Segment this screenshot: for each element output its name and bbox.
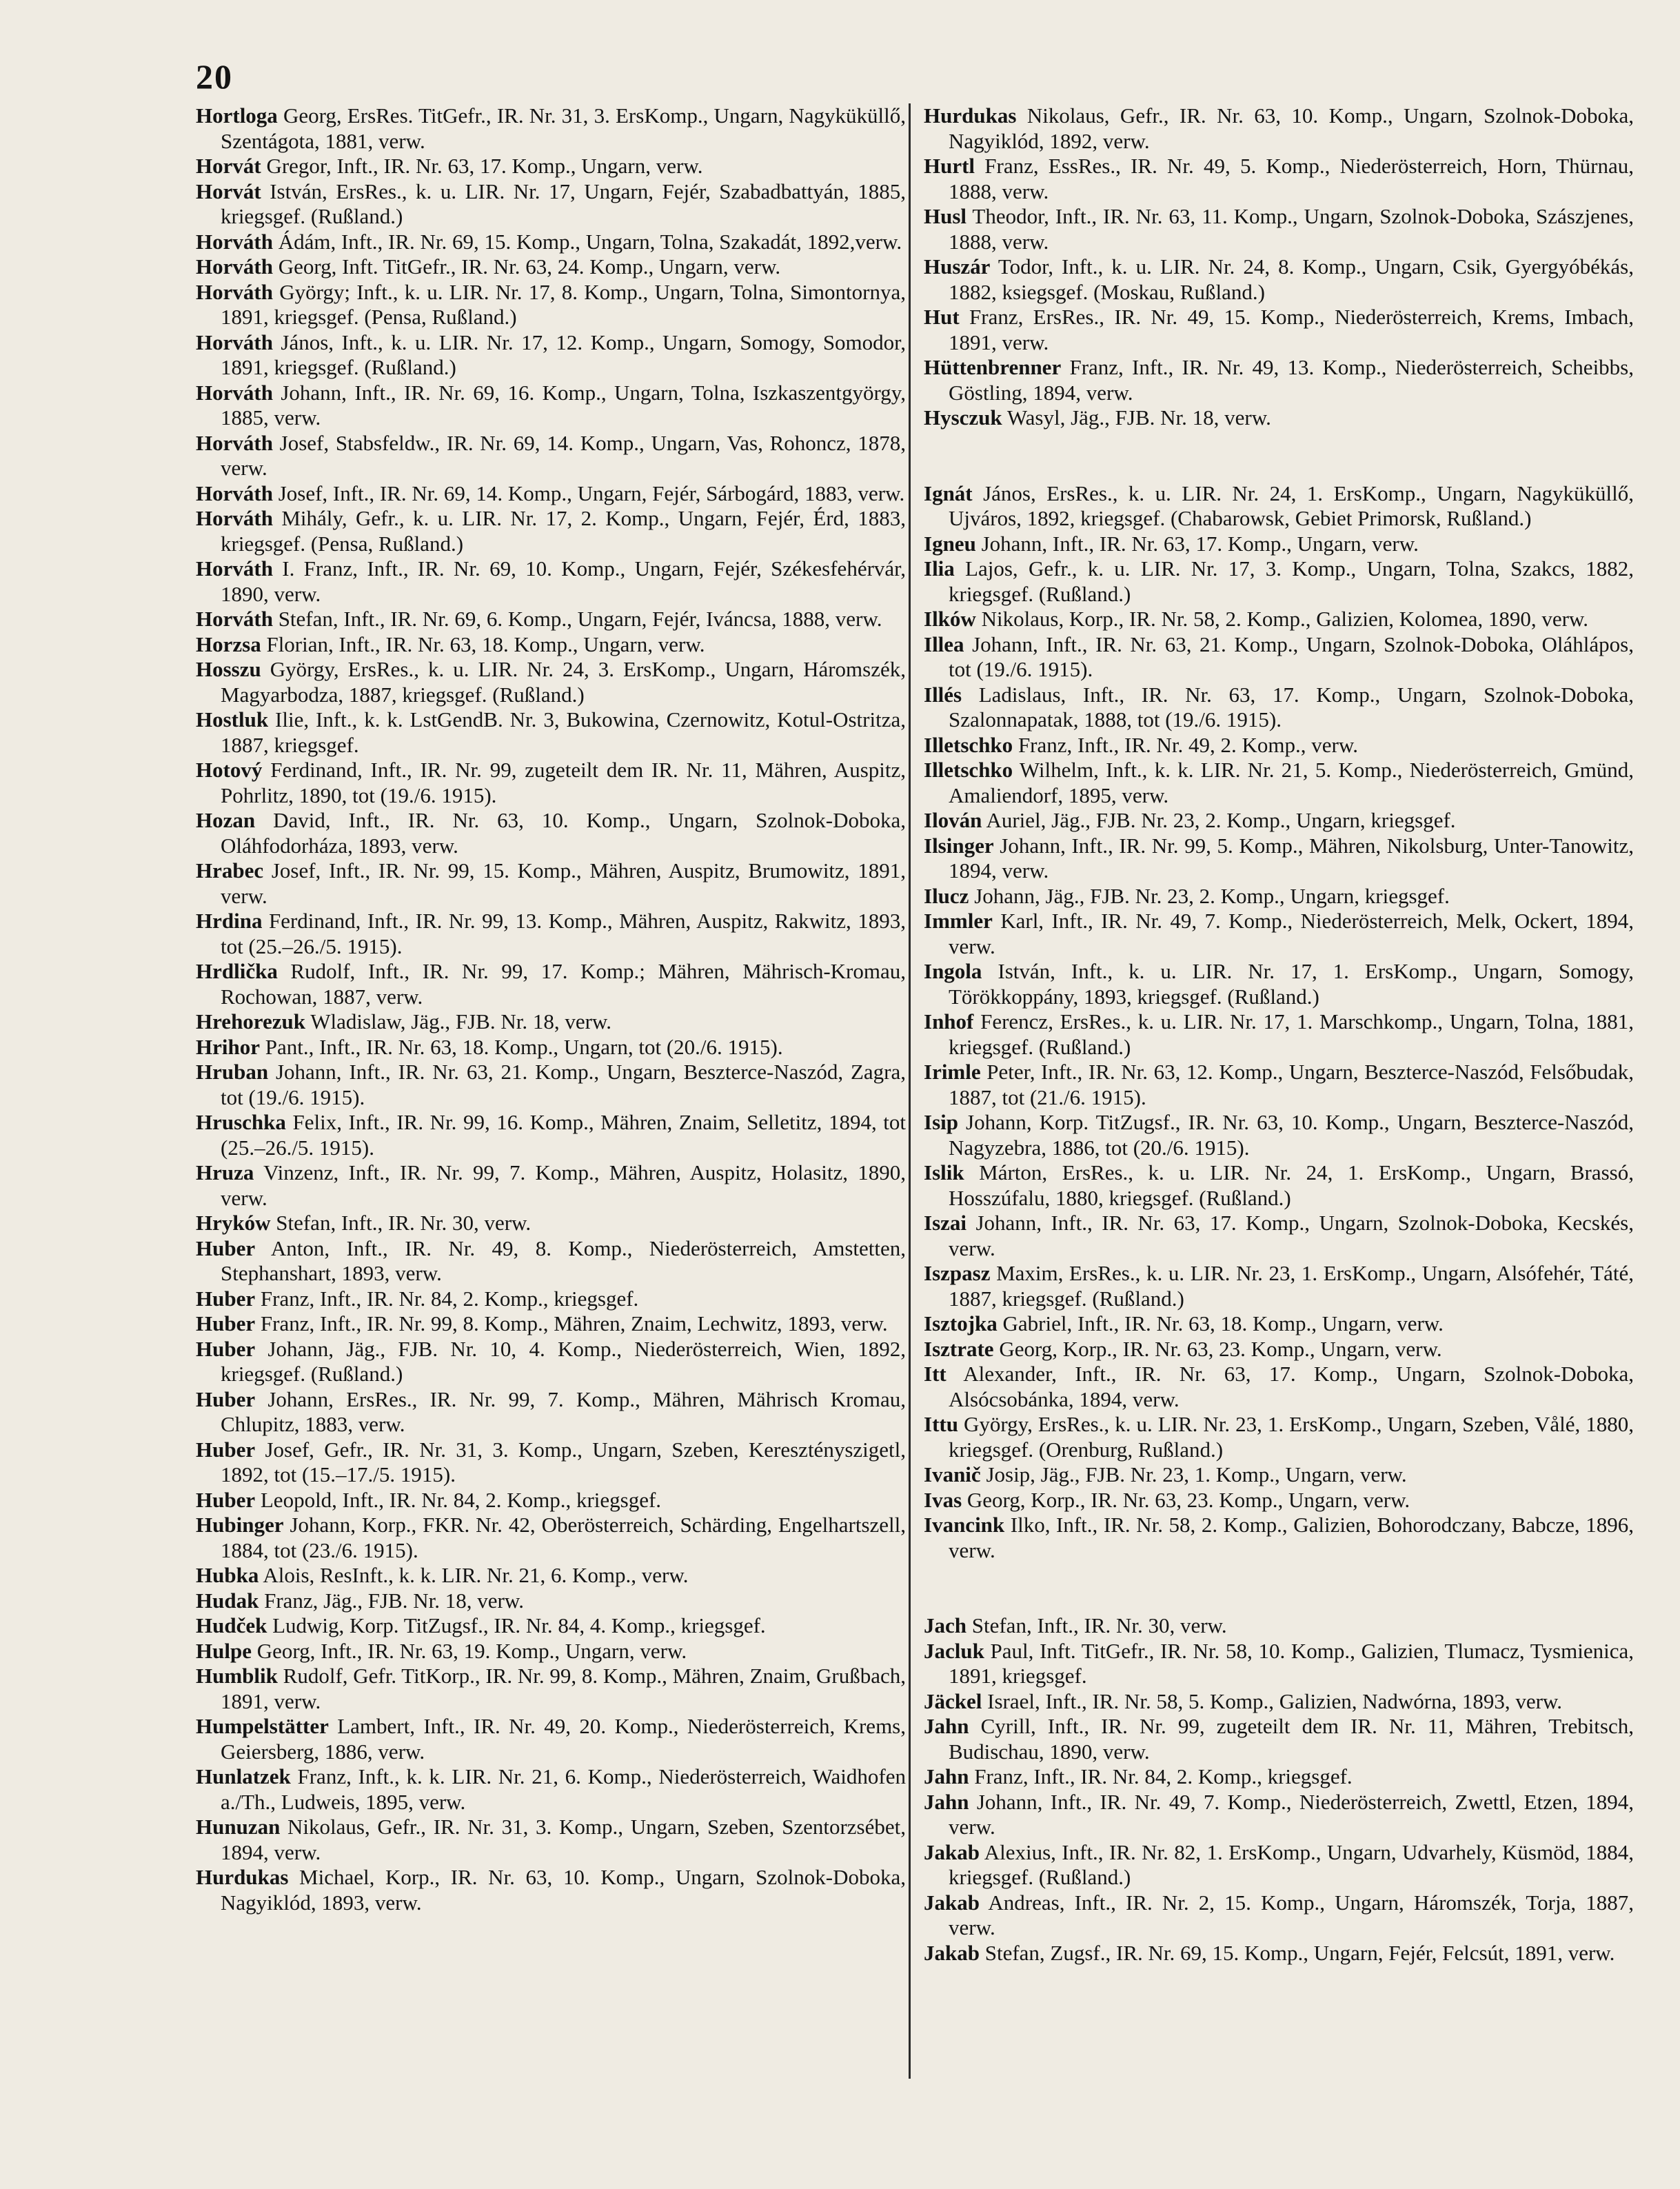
entry-details: Ádám, Inft., IR. Nr. 69, 15. Komp., Ungarn, Tolna, Szakadát, 1892,verw. <box>272 229 902 254</box>
register-entry <box>924 1211 1634 1261</box>
left-column <box>196 103 906 1915</box>
entry-details: Franz, Inft., IR. Nr. 49, 2. Komp., verw. <box>1013 732 1358 757</box>
entry-surname: Illea <box>924 632 964 656</box>
page-number: 20 <box>196 57 233 96</box>
section-gap <box>924 1563 1634 1613</box>
entry-details: Pant., Inft., IR. Nr. 63, 18. Komp., Ungarn, tot (20./6. 1915). <box>260 1034 783 1059</box>
entry-details: Lajos, Gefr., k. u. LIR. Nr. 17, 3. Komp., Ungarn, Tolna, Szakcs, 1882, kriegsgef. (Rußland.) <box>949 556 1634 606</box>
entry-details: Ludwig, Korp. TitZugsf., IR. Nr. 84, 4. Komp., kriegsgef. <box>267 1613 766 1637</box>
entry-surname: Horváth <box>196 380 273 405</box>
entry-details: Peter, Inft., IR. Nr. 63, 12. Komp., Ungarn, Beszterce-Naszód, Felsőbudak, 1887, tot (21./6. 1915). <box>949 1060 1634 1109</box>
entry-surname: Hryków <box>196 1211 271 1235</box>
entry-details: Johann, Inft., IR. Nr. 63, 17. Komp., Ungarn, verw. <box>975 531 1419 556</box>
register-entry <box>196 1865 906 1915</box>
entry-surname: Husl <box>924 204 967 228</box>
entry-surname: Isip <box>924 1110 958 1134</box>
register-entry <box>196 707 906 758</box>
entry-details: Johann, Inft., IR. Nr. 63, 21. Komp., Ungarn, Szolnok-Doboka, Oláhlápos, tot (19./6. 1915). <box>949 632 1634 681</box>
entry-details: Rudolf, Inft., IR. Nr. 99, 17. Komp.; Mähren, Mährisch-Kromau, Rochowan, 1887, verw. <box>221 959 906 1009</box>
entry-details: Ferencz, ErsRes., k. u. LIR. Nr. 17, 1. Marschkomp., Ungarn, Tolna, 1881, kriegsgef. (Rußland.) <box>949 1009 1634 1059</box>
entry-surname: Hrihor <box>196 1034 260 1059</box>
register-entry <box>196 1563 906 1588</box>
entry-surname: Horváth <box>196 607 273 631</box>
entry-details: Vinzenz, Inft., IR. Nr. 99, 7. Komp., Mähren, Auspitz, Holasitz, 1890, verw. <box>221 1160 906 1210</box>
entry-surname: Itt <box>924 1362 947 1386</box>
register-entry <box>924 103 1634 154</box>
entry-surname: Humpelstätter <box>196 1714 329 1738</box>
register-entry <box>196 1387 906 1438</box>
entry-surname: Iszpasz <box>924 1261 991 1285</box>
entry-details: Josip, Jäg., FJB. Nr. 23, 1. Komp., Ungarn, verw. <box>980 1462 1407 1486</box>
register-entry <box>196 1337 906 1387</box>
register-entry <box>924 959 1634 1009</box>
entry-surname: Huber <box>196 1386 256 1411</box>
entry-surname: Hrehorezuk <box>196 1009 306 1033</box>
register-entry <box>924 481 1634 532</box>
entry-surname: Hurdukas <box>924 103 1017 128</box>
entry-surname: Huber <box>196 1437 256 1462</box>
entry-surname: Jakab <box>924 1940 980 1965</box>
register-entry <box>924 632 1634 683</box>
entry-details: György; Inft., k. u. LIR. Nr. 17, 8. Komp., Ungarn, Tolna, Simontornya, 1891, kriegsgef. (Pensa, Rußland.) <box>221 279 906 329</box>
entry-surname: Hruschka <box>196 1110 286 1134</box>
entry-details: Johann, Inft., IR. Nr. 99, 5. Komp., Mähren, Nikolsburg, Unter-Tanowitz, 1894, verw. <box>949 833 1634 882</box>
entry-details: Nikolaus, Gefr., IR. Nr. 63, 10. Komp., Ungarn, Szolnok-Doboka, Nagyiklód, 1892, verw. <box>949 103 1634 153</box>
entry-details: Georg, Korp., IR. Nr. 63, 23. Komp., Ungarn, verw. <box>993 1336 1442 1361</box>
entry-details: Andreas, Inft., IR. Nr. 2, 15. Komp., Ungarn, Háromszék, Torja, 1887, verw. <box>949 1890 1634 1939</box>
register-entry <box>196 1588 906 1614</box>
entry-surname: Islik <box>924 1160 964 1184</box>
entry-details: Stefan, Inft., IR. Nr. 30, verw. <box>966 1613 1227 1637</box>
entry-surname: Iszai <box>924 1211 966 1235</box>
register-entry <box>924 1840 1634 1890</box>
entry-details: Franz, Inft., IR. Nr. 84, 2. Komp., kriegsgef. <box>969 1764 1353 1788</box>
register-entry <box>924 1060 1634 1110</box>
entry-details: Johann, Inft., IR. Nr. 49, 7. Komp., Niederösterreich, Zwettl, Etzen, 1894, verw. <box>949 1789 1634 1839</box>
entry-details: Franz, Inft., IR. Nr. 84, 2. Komp., kriegsgef. <box>255 1286 639 1311</box>
register-entry <box>196 1009 906 1035</box>
register-entry <box>924 834 1634 884</box>
register-entry <box>196 330 906 381</box>
entry-surname: Horváth <box>196 229 273 254</box>
register-entry <box>196 179 906 230</box>
register-entry <box>196 808 906 858</box>
entry-surname: Ivanič <box>924 1462 981 1486</box>
register-entry <box>924 808 1634 834</box>
entry-details: Georg, Inft. TitGefr., IR. Nr. 63, 24. Komp., Ungarn, verw. <box>272 254 781 279</box>
register-entry <box>196 556 906 607</box>
entry-surname: Ittu <box>924 1412 958 1436</box>
entry-surname: Hunuzan <box>196 1815 281 1839</box>
entry-details: Johann, Jäg., FJB. Nr. 23, 2. Komp., Ungarn, kriegsgef. <box>969 883 1450 908</box>
entry-surname: Ivas <box>924 1487 962 1512</box>
entry-surname: Horzsa <box>196 632 261 656</box>
register-entry <box>924 254 1634 305</box>
entry-details: Alois, ResInft., k. k. LIR. Nr. 21, 6. Komp., verw. <box>259 1563 689 1587</box>
entry-details: Josef, Inft., IR. Nr. 69, 14. Komp., Ungarn, Fejér, Sárbogárd, 1883, verw. <box>272 481 905 505</box>
entry-details: Ferdinand, Inft., IR. Nr. 99, zugeteilt dem IR. Nr. 11, Mähren, Auspitz, Pohrlitz, 1890, tot (19./6. 1915). <box>221 758 906 807</box>
entry-details: Wladislaw, Jäg., FJB. Nr. 18, verw. <box>305 1009 612 1033</box>
register-entry <box>196 381 906 431</box>
register-entry <box>924 1110 1634 1160</box>
entry-surname: Jacluk <box>924 1638 984 1663</box>
entry-details: Michael, Korp., IR. Nr. 63, 10. Komp., Ungarn, Szolnok-Doboka, Nagyiklód, 1893, verw. <box>221 1865 906 1915</box>
entry-surname: Hulpe <box>196 1638 252 1663</box>
entry-details: Florian, Inft., IR. Nr. 63, 18. Komp., Ungarn, verw. <box>261 632 705 656</box>
register-entry <box>924 909 1634 959</box>
entry-surname: Hudček <box>196 1613 267 1637</box>
register-entry <box>196 1060 906 1110</box>
register-entry <box>924 1513 1634 1563</box>
entry-details: Gabriel, Inft., IR. Nr. 63, 18. Komp., Ungarn, verw. <box>997 1311 1444 1335</box>
register-entry <box>196 506 906 556</box>
entry-details: Franz, Jäg., FJB. Nr. 18, verw. <box>259 1588 524 1613</box>
entry-details: Leopold, Inft., IR. Nr. 84, 2. Komp., kriegsgef. <box>255 1487 662 1512</box>
entry-details: Felix, Inft., IR. Nr. 99, 16. Komp., Mähren, Znaim, Selletitz, 1894, tot (25.–26./5. 1915). <box>221 1110 906 1160</box>
entry-surname: Hozan <box>196 808 256 832</box>
entry-surname: Hrabec <box>196 858 264 882</box>
register-entry <box>924 1160 1634 1211</box>
entry-details: Johann, Inft., IR. Nr. 63, 17. Komp., Ungarn, Szolnok-Doboka, Kecskés, verw. <box>949 1211 1634 1260</box>
entry-surname: Ilków <box>924 607 976 631</box>
register-entry <box>196 959 906 1009</box>
entry-surname: Ilsinger <box>924 833 994 858</box>
entry-surname: Hudak <box>196 1588 259 1613</box>
entry-details: Georg, Inft., IR. Nr. 63, 19. Komp., Ungarn, verw. <box>251 1638 687 1663</box>
entry-surname: Jahn <box>924 1789 969 1814</box>
register-entry <box>196 1211 906 1236</box>
register-entry <box>196 230 906 255</box>
entry-details: János, Inft., k. u. LIR. Nr. 17, 12. Komp., Ungarn, Somogy, Somodor, 1891, kriegsgef. (Rußland.) <box>221 330 906 379</box>
entry-details: David, Inft., IR. Nr. 63, 10. Komp., Ungarn, Szolnok-Doboka, Oláhfodorháza, 1893, verw. <box>221 808 906 858</box>
entry-details: Ferdinand, Inft., IR. Nr. 99, 13. Komp., Mähren, Auspitz, Rakwitz, 1893, tot (25.–26./5. 1915). <box>221 909 906 958</box>
register-entry <box>196 909 906 959</box>
register-entry <box>924 1639 1634 1689</box>
register-entry <box>924 1261 1634 1311</box>
entry-details: Georg, ErsRes. TitGefr., IR. Nr. 31, 3. ErsKomp., Ungarn, Nagyküküllő, Szentágota, 1881, verw. <box>221 103 906 153</box>
entry-surname: Huber <box>196 1336 256 1361</box>
entry-details: Rudolf, Gefr. TitKorp., IR. Nr. 99, 8. Komp., Mähren, Znaim, Grußbach, 1891, verw. <box>221 1664 906 1713</box>
entry-surname: Hruban <box>196 1060 269 1084</box>
entry-surname: Horváth <box>196 330 273 354</box>
section-gap <box>924 431 1634 481</box>
entry-details: Johann, Korp., FKR. Nr. 42, Oberösterreich, Schärding, Engelhartszell, 1884, tot (23./6. 1915). <box>221 1513 906 1562</box>
register-entry <box>196 1714 906 1764</box>
entry-details: Stefan, Inft., IR. Nr. 30, verw. <box>270 1211 532 1235</box>
register-entry <box>196 154 906 179</box>
entry-details: Josef, Stabsfeldw., IR. Nr. 69, 14. Komp., Ungarn, Vas, Rohoncz, 1878, verw. <box>221 430 906 480</box>
register-entry <box>924 305 1634 355</box>
register-entry <box>196 1613 906 1639</box>
register-entry <box>924 405 1634 431</box>
register-entry <box>924 1890 1634 1941</box>
register-entry <box>924 1462 1634 1488</box>
entry-details: Johann, Inft., IR. Nr. 63, 21. Komp., Ungarn, Beszterce-Naszód, Zagra, tot (19./6. 1915). <box>221 1060 906 1109</box>
entry-surname: Hostluk <box>196 707 269 732</box>
entry-details: Stefan, Zugsf., IR. Nr. 69, 15. Komp., Ungarn, Fejér, Felcsút, 1891, verw. <box>979 1940 1615 1965</box>
register-entry <box>196 1513 906 1563</box>
entry-surname: Illés <box>924 682 962 707</box>
entry-details: Nikolaus, Gefr., IR. Nr. 31, 3. Komp., Ungarn, Szeben, Szentorzsébet, 1894, verw. <box>221 1815 906 1864</box>
register-entry <box>196 858 906 909</box>
entry-details: István, ErsRes., k. u. LIR. Nr. 17, Ungarn, Fejér, Szabadbattyán, 1885, kriegsgef. (Rußland.) <box>221 179 906 228</box>
entry-surname: Igneu <box>924 531 976 556</box>
register-entry <box>924 1714 1634 1764</box>
register-entry <box>196 1488 906 1513</box>
register-entry <box>196 1110 906 1160</box>
entry-details: Auriel, Jäg., FJB. Nr. 23, 2. Komp., Ungarn, kriegsgef. <box>982 808 1456 832</box>
entry-surname: Jakab <box>924 1839 980 1864</box>
entry-details: Alexander, Inft., IR. Nr. 63, 17. Komp., Ungarn, Szolnok-Doboka, Alsócsobánka, 1894, verw. <box>946 1362 1634 1411</box>
entry-details: György, ErsRes., k. u. LIR. Nr. 24, 3. ErsKomp., Ungarn, Háromszék, Magyarbodza, 1887, kriegsgef. (Rußland.) <box>221 657 906 707</box>
register-entry <box>924 355 1634 405</box>
entry-surname: Immler <box>924 909 993 933</box>
entry-surname: Irimle <box>924 1060 981 1084</box>
register-entry <box>924 154 1634 204</box>
entry-details: Ilko, Inft., IR. Nr. 58, 2. Komp., Galizien, Bohorodczany, Babcze, 1896, verw. <box>949 1513 1634 1562</box>
entry-details: Alexius, Inft., IR. Nr. 82, 1. ErsKomp., Ungarn, Udvarhely, Küsmöd, 1884, kriegsgef. (Rußland.) <box>949 1839 1634 1889</box>
entry-surname: Horváth <box>196 279 273 304</box>
entry-details: Georg, Korp., IR. Nr. 63, 23. Komp., Ungarn, verw. <box>962 1487 1410 1512</box>
entry-surname: Hysczuk <box>924 405 1002 430</box>
register-entry <box>924 556 1634 607</box>
register-entry <box>924 758 1634 808</box>
entry-surname: Ilucz <box>924 883 969 908</box>
register-entry <box>924 1337 1634 1362</box>
entry-surname: Jach <box>924 1613 966 1637</box>
entry-surname: Ignát <box>924 481 973 505</box>
entry-surname: Hunlatzek <box>196 1764 291 1788</box>
entry-details: Cyrill, Inft., IR. Nr. 99, zugeteilt dem IR. Nr. 11, Mähren, Trebitsch, Budischau, 1890, verw. <box>949 1714 1634 1764</box>
register-entry <box>924 1790 1634 1840</box>
register-entry <box>196 632 906 658</box>
entry-details: Karl, Inft., IR. Nr. 49, 7. Komp., Niederösterreich, Melk, Ockert, 1894, verw. <box>949 909 1634 958</box>
register-entry <box>924 1412 1634 1462</box>
entry-details: Josef, Gefr., IR. Nr. 31, 3. Komp., Ungarn, Szeben, Keresztényszigetl, 1892, tot (15.–17./5. 1915). <box>221 1437 906 1486</box>
entry-surname: Jahn <box>924 1714 969 1738</box>
entry-surname: Hüttenbrenner <box>924 355 1062 379</box>
entry-surname: Horváth <box>196 430 273 455</box>
register-entry <box>196 1311 906 1337</box>
register-entry <box>196 1236 906 1287</box>
entry-details: Franz, Inft., k. k. LIR. Nr. 21, 6. Komp., Niederösterreich, Waidhofen a./Th., Ludweis, 1895, verw. <box>221 1764 906 1814</box>
entry-surname: Illetschko <box>924 732 1013 757</box>
entry-details: Stefan, Inft., IR. Nr. 69, 6. Komp., Ungarn, Fejér, Iváncsa, 1888, verw. <box>272 607 882 631</box>
entry-surname: Hruza <box>196 1160 254 1184</box>
entry-details: Mihály, Gefr., k. u. LIR. Nr. 17, 2. Komp., Ungarn, Fejér, Érd, 1883, kriegsgef. (Pensa, Rußland.) <box>221 506 906 556</box>
register-entry <box>924 204 1634 254</box>
entry-details: Franz, ErsRes., IR. Nr. 49, 15. Komp., Niederösterreich, Krems, Imbach, 1891, verw. <box>949 305 1634 354</box>
entry-surname: Jakab <box>924 1890 980 1915</box>
entry-surname: Huszár <box>924 254 991 279</box>
entry-details: Franz, Inft., IR. Nr. 99, 8. Komp., Mähren, Znaim, Lechwitz, 1893, verw. <box>255 1311 888 1335</box>
entry-surname: Ilia <box>924 556 955 581</box>
entry-surname: Hurtl <box>924 154 975 178</box>
register-entry <box>196 1438 906 1488</box>
register-entry <box>196 1160 906 1211</box>
register-entry <box>196 758 906 808</box>
register-entry <box>196 657 906 707</box>
entry-surname: Isztojka <box>924 1311 998 1335</box>
register-entry <box>196 103 906 154</box>
register-entry <box>924 1009 1634 1060</box>
register-entry <box>196 607 906 632</box>
entry-details: István, Inft., k. u. LIR. Nr. 17, 1. ErsKomp., Ungarn, Somogy, Törökkoppány, 1893, kriegsgef. (Rußland.) <box>949 959 1634 1009</box>
register-entry <box>196 1764 906 1815</box>
entry-surname: Ivancink <box>924 1513 1005 1537</box>
entry-surname: Huber <box>196 1311 256 1335</box>
entry-details: Nikolaus, Korp., IR. Nr. 58, 2. Komp., Galizien, Kolomea, 1890, verw. <box>975 607 1589 631</box>
entry-surname: Ingola <box>924 959 982 983</box>
entry-details: Lambert, Inft., IR. Nr. 49, 20. Komp., Niederösterreich, Krems, Geiersberg, 1886, verw. <box>221 1714 906 1764</box>
register-entry <box>924 1764 1634 1790</box>
entry-surname: Horváth <box>196 254 273 279</box>
entry-details: György, ErsRes., k. u. LIR. Nr. 23, 1. ErsKomp., Ungarn, Szeben, Vålé, 1880, kriegsgef. (Orenburg, Rußland.) <box>949 1412 1634 1462</box>
entry-details: Israel, Inft., IR. Nr. 58, 5. Komp., Galizien, Nadwórna, 1893, verw. <box>982 1688 1563 1713</box>
entry-surname: Hut <box>924 305 960 329</box>
entry-details: Todor, Inft., k. u. LIR. Nr. 24, 8. Komp., Ungarn, Csik, Gyergyóbékás, 1882, ksiegsgef. (Moskau, Rußland.) <box>949 254 1634 304</box>
entry-details: Johann, Inft., IR. Nr. 69, 16. Komp., Ungarn, Tolna, Iszkaszentgyörgy, 1885, verw. <box>221 380 906 430</box>
entry-surname: Humblik <box>196 1664 278 1688</box>
entry-details: Wasyl, Jäg., FJB. Nr. 18, verw. <box>1002 405 1271 430</box>
entry-details: Márton, ErsRes., k. u. LIR. Nr. 24, 1. ErsKomp., Ungarn, Brassó, Hosszúfalu, 1880, kriegsgef. (Rußland.) <box>949 1160 1634 1210</box>
entry-surname: Horvát <box>196 154 261 178</box>
entry-details: Wilhelm, Inft., k. k. LIR. Nr. 21, 5. Komp., Niederösterreich, Gmünd, Amaliendorf, 1895, verw. <box>949 758 1634 807</box>
register-entry <box>196 280 906 330</box>
entry-surname: Horváth <box>196 556 273 581</box>
entry-details: Josef, Inft., IR. Nr. 99, 15. Komp., Mähren, Auspitz, Brumowitz, 1891, verw. <box>221 858 906 908</box>
register-entry <box>924 607 1634 632</box>
entry-surname: Hrdlička <box>196 959 278 983</box>
entry-surname: Illetschko <box>924 758 1013 782</box>
register-entry <box>924 683 1634 733</box>
entry-surname: Jäckel <box>924 1688 982 1713</box>
entry-details: Franz, EssRes., IR. Nr. 49, 5. Komp., Niederösterreich, Horn, Thürnau, 1888, verw. <box>949 154 1634 203</box>
entry-surname: Hrdina <box>196 909 263 933</box>
entry-details: Theodor, Inft., IR. Nr. 63, 11. Komp., Ungarn, Szolnok-Doboka, Szászjenes, 1888, verw. <box>949 204 1634 254</box>
register-entry <box>924 1488 1634 1513</box>
entry-surname: Ilován <box>924 808 982 832</box>
register-entry <box>196 1664 906 1714</box>
entry-details: Paul, Inft. TitGefr., IR. Nr. 58, 10. Komp., Galizien, Tlumacz, Tysmienica, 1891, kriegsgef. <box>949 1638 1634 1688</box>
entry-surname: Hubka <box>196 1563 259 1587</box>
entry-surname: Hotový <box>196 758 263 782</box>
entry-details: Gregor, Inft., IR. Nr. 63, 17. Komp., Ungarn, verw. <box>261 154 703 178</box>
entry-details: Anton, Inft., IR. Nr. 49, 8. Komp., Niederösterreich, Amstetten, Stephanshart, 1893, verw. <box>221 1235 906 1285</box>
register-entry <box>196 1287 906 1312</box>
register-entry <box>196 481 906 507</box>
entry-details: Johann, ErsRes., IR. Nr. 99, 7. Komp., Mähren, Mährisch Kromau, Chlupitz, 1883, verw. <box>221 1386 906 1436</box>
entry-details: Ladislaus, Inft., IR. Nr. 63, 17. Komp., Ungarn, Szolnok-Doboka, Szalonnapatak, 1888, tot (19./6. 1915). <box>949 682 1634 732</box>
entry-surname: Hortloga <box>196 103 278 128</box>
register-entry <box>924 1689 1634 1715</box>
register-entry <box>924 733 1634 758</box>
register-entry <box>196 254 906 280</box>
register-entry <box>196 431 906 481</box>
entry-surname: Hosszu <box>196 657 261 681</box>
right-column <box>924 103 1634 1966</box>
register-entry <box>924 1613 1634 1639</box>
register-entry <box>196 1035 906 1060</box>
register-entry <box>924 532 1634 557</box>
entry-details: Johann, Jäg., FJB. Nr. 10, 4. Komp., Niederösterreich, Wien, 1892, kriegsgef. (Rußland.) <box>221 1336 906 1386</box>
register-entry <box>924 1362 1634 1412</box>
entry-surname: Hurdukas <box>196 1865 289 1889</box>
entry-details: János, ErsRes., k. u. LIR. Nr. 24, 1. ErsKomp., Ungarn, Nagyküküllő, Ujváros, 1892, kriegsgef. (Chabarowsk, Gebiet Primorsk, Rußland.) <box>949 481 1634 530</box>
register-entry <box>924 1311 1634 1337</box>
entry-surname: Huber <box>196 1235 256 1260</box>
entry-details: Maxim, ErsRes., k. u. LIR. Nr. 23, 1. ErsKomp., Ungarn, Alsófehér, Táté, 1887, kriegsgef. (Rußland.) <box>949 1261 1634 1311</box>
entry-surname: Horvát <box>196 179 261 203</box>
entry-surname: Inhof <box>924 1009 974 1033</box>
register-entry <box>924 1941 1634 1966</box>
entry-surname: Huber <box>196 1286 256 1311</box>
entry-surname: Hubinger <box>196 1513 284 1537</box>
entry-details: Johann, Korp. TitZugsf., IR. Nr. 63, 10. Komp., Ungarn, Beszterce-Naszód, Nagyzebra, 1886, tot (20./6. 1915). <box>949 1110 1634 1160</box>
column-divider <box>909 103 911 2079</box>
entry-details: Ilie, Inft., k. k. LstGendB. Nr. 3, Bukowina, Czernowitz, Kotul-Ostritza, 1887, kriegsgef. <box>221 707 906 757</box>
entry-surname: Horváth <box>196 506 273 530</box>
entry-details: Franz, Inft., IR. Nr. 49, 13. Komp., Niederösterreich, Scheibbs, Göstling, 1894, verw. <box>949 355 1634 405</box>
register-entry <box>924 884 1634 909</box>
register-entry <box>196 1639 906 1664</box>
register-entry <box>196 1815 906 1865</box>
entry-surname: Jahn <box>924 1764 969 1788</box>
entry-surname: Huber <box>196 1487 256 1512</box>
entry-details: I. Franz, Inft., IR. Nr. 69, 10. Komp., Ungarn, Fejér, Székesfehérvár, 1890, verw. <box>221 556 906 606</box>
entry-surname: Isztrate <box>924 1336 994 1361</box>
entry-surname: Horváth <box>196 481 273 505</box>
